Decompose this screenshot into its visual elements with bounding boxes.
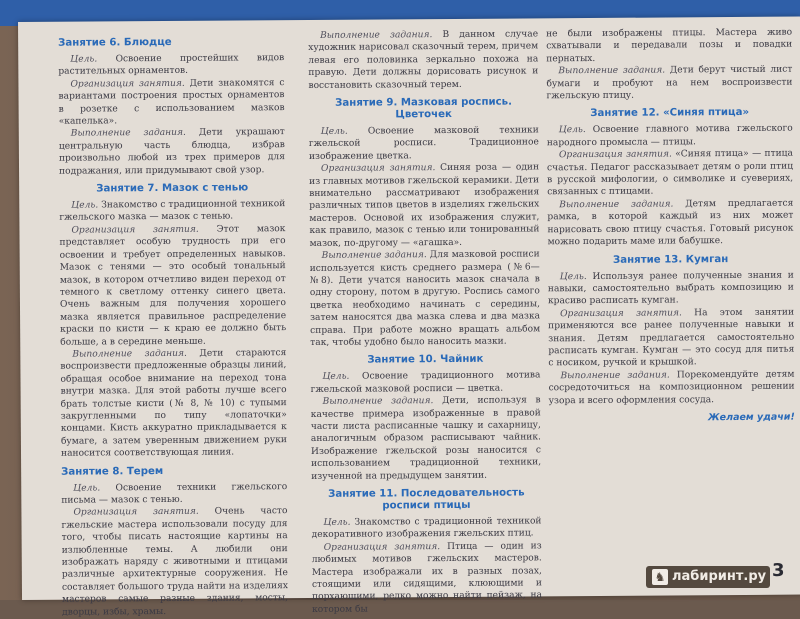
lesson-8-title: Занятие 8. Терем [61, 465, 164, 478]
paragraph-label: Выполнение задания. [321, 250, 427, 261]
lesson-12-title: Занятие 12. «Синяя птица» [590, 107, 750, 120]
paragraph-text: Очень часто гжельские мастера использовали посуду для того, чтобы писать настоящие картины на излюбленные темы. А любили они изображать наряду с животными и птицами различные архитектурные сооружения. Не составляет большого труда найти на изделиях мастеров самые разные здания, мосты, дворцы, избы, храмы. [61, 506, 289, 618]
paragraph-text: Этот мазок представляет особую трудность при его освоении и требует определенных навыков. Мазок с тенями — это особый тональный мазок, в котором отчетливо виден переход от темного к светлому оттенку синего цвета. Очень важным для получения хорошего мазка является правильное распределение краски по кисти — к краю ее должно быть больше, а в середине меньше. [59, 224, 287, 348]
lesson-11-title: Занятие 11. Последовательность росписи птицы [328, 487, 525, 512]
lesson-6-title: Занятие 6. Блюдце [58, 36, 172, 49]
watermark-text: лабиринт.ру [672, 569, 767, 584]
paragraph [548, 269, 794, 308]
paragraph-label: Цель. [70, 54, 98, 65]
paragraph [546, 64, 792, 103]
paragraph [308, 28, 538, 92]
paragraph-text: Знакомство с традиционной техникой декоративного изображения гжельских птиц. [311, 516, 542, 541]
paragraph-label: Организация занятия. [71, 224, 199, 236]
paragraph-text: Синяя роза — один из главных мотивов гжельской керамики. Дети внимательно рассматривают изображения различных типов цветов в изделиях гжельских мастеров. Основой их изображения служит, как правило, мазок с тенью или тонированный мазок, по-другому — «агашка». [309, 162, 540, 249]
paragraph-text: Для мазковой росписи используется кисть среднего размера (№6—№8). Дети учатся наносить мазок сначала в одну сторону, потом в другую. Роспись самого цветка необходимо начинать с середины, затем наносятся два мазка слева и два мазка справа. При работе можно вращать альбом так, чтобы удобно было наносить мазки. [309, 249, 541, 348]
watermark [646, 566, 770, 588]
paragraph-text: Используя ранее полученные знания и навыки, самостоятельно выбрать композицию и красиво расписать кумган. [547, 270, 794, 307]
column-middle [308, 28, 542, 616]
paragraph-label: Выполнение задания. [72, 348, 187, 360]
paragraph: не были изображены птицы. Мастера живо схватывали и передавали позы и повадки пернатых. [546, 27, 793, 65]
lesson-7-title: Занятие 7. Мазок с тенью [96, 182, 249, 195]
paragraph-label: Организация занятия. [320, 163, 436, 175]
paragraph [311, 515, 541, 541]
paragraph [547, 123, 793, 150]
paragraph [58, 77, 284, 128]
paragraph-text: Дети украшают центральную часть блюдца, избрав произвольно любой из трех примеров для подражания, или придумывают свой узор. [58, 127, 285, 177]
lesson-10-title: Занятие 10. Чайник [367, 354, 484, 366]
column-right [546, 27, 795, 426]
paragraph-label: Выполнение задания. [558, 65, 666, 77]
paragraph-label: Цель. [322, 372, 350, 383]
paragraph [310, 248, 541, 349]
paragraph-text: Дети стараются воспроизвести предложенные образцы линий, обращая особое внимание на переход тона внутри мазка. Для этой работы лучше всего брать толстые кисти (№ 8, № 10) с тупыми закругленными по типу «лопаточки» концами. Кисть аккуратно прикладывается к бумаге, а затем уверенным движением руки наносится соответствующая линия. [60, 348, 287, 459]
paragraph-label: Организация занятия. [560, 308, 682, 319]
paragraph-text: Освоение главного мотива гжельского народного промысла — птицы. [546, 124, 793, 149]
paragraph-text: Освоение мазковой техники гжельской росписи. Традиционное изображение цветка. [308, 125, 539, 162]
paragraph-text: Птица — один из любимых мотивов гжельских мастеров. Мастера изображали их в разных позах, стоящими или сидящими, клюющими и порхающими, редко можно найти пейзаж, на котором бы [311, 541, 543, 615]
paragraph [58, 52, 284, 78]
paragraph [311, 395, 542, 483]
paragraph-label: Организация занятия. [323, 541, 441, 553]
paragraph-label: Цель. [73, 483, 101, 494]
paragraph-label: Цель. [323, 517, 351, 528]
book-page [18, 17, 800, 618]
paragraph [547, 148, 793, 199]
lesson-13-title: Занятие 13. Кумган [612, 253, 729, 266]
paragraph [548, 306, 794, 370]
paragraph [59, 127, 285, 178]
paragraph-text: В данном случае художник нарисовал сказочный терем, причем левая его половинка зеркально похожа на правую. Дети должны дорисовать рисунок и восстановить сказочный терем. [308, 29, 539, 91]
paragraph-label: Организация занятия. [70, 78, 185, 90]
labirint-logo-icon: ♞ [652, 569, 668, 585]
closing-wish: Желаем удачи! [707, 411, 795, 424]
paragraph-label: Цель. [320, 126, 348, 137]
paragraph-label: Цель. [559, 271, 587, 282]
paragraph-label: Выполнение задания. [559, 199, 674, 211]
lesson-9-title: Занятие 9. Мазковая роспись. Цветочек [335, 96, 513, 121]
paragraph-text: Освоение традиционного мотива гжельской мазковой росписи — цветка. [310, 370, 541, 395]
column-left [58, 30, 288, 619]
paragraph [59, 223, 286, 349]
paragraph [548, 368, 794, 407]
paragraph-text: Порекомендуйте детям сосредоточиться на композиционном решении узора и всего оформления сосуда. [548, 369, 795, 406]
paragraph-text: Знакомство с традиционной техникой гжельского мазка — мазок с тенью. [59, 199, 286, 224]
paragraph-text: Дети знакомятся с вариантами построения простых орнаментов в розетке с использованием мазков «капелька». [58, 77, 285, 127]
paragraph [310, 370, 540, 396]
paragraph-text: Освоение простейших видов растительных орнаментов. [58, 53, 285, 78]
paragraph-text: На этом занятии применяются все ранее полученные навыки и знания. Детям предлагается самостоятельно расписать кумган. Кумган — это сосуд для питья с носиком, ручкой и крышкой. [548, 307, 795, 369]
paragraph [61, 481, 287, 507]
paragraph-text: Освоение техники гжельского письма — мазок с тенью. [61, 481, 288, 506]
paragraph-label: Цель. [558, 125, 586, 136]
paragraph [59, 198, 285, 224]
paragraph [60, 347, 287, 460]
paragraph [312, 540, 543, 616]
paragraph [547, 197, 793, 248]
paragraph-label: Организация занятия. [73, 507, 199, 519]
paragraph [309, 162, 540, 250]
paragraph-label: Выполнение задания. [70, 128, 186, 140]
paragraph-label: Организация занятия. [558, 149, 672, 161]
paragraph-text: «Синяя птица» — птица счастья. Педагог рассказывает детям о роли птиц в русской мифологии, о символике и суевериях, связанных с птицами. [546, 148, 794, 198]
paragraph [309, 124, 539, 163]
paragraph-text: Детям предлагается рамка, в которой каждый из них может нарисовать свою птицу счастья. Готовый рисунок можно подарить маме или бабушке. [547, 198, 794, 248]
paragraph-text: Дети, используя в качестве примера изображенные в правой части листа расписанные чашку и сахарницу, аналогичным образом расписывают чайник. Изображение гжельской розы наносится с использованием традиционной техники, изученной на предыдущем занятии. [310, 395, 542, 482]
paragraph-label: Выполнение задания. [322, 396, 434, 408]
page-number: 3 [772, 560, 785, 581]
paragraph-text: Дети берут чистый лист бумаги и пробуют на нем воспроизвести гжельскую птицу. [546, 64, 793, 102]
paragraph [61, 506, 288, 619]
paragraph-label: Цель. [71, 200, 99, 211]
paragraph-label: Выполнение задания. [560, 370, 670, 381]
paragraph-label: Выполнение задания. [320, 30, 433, 41]
